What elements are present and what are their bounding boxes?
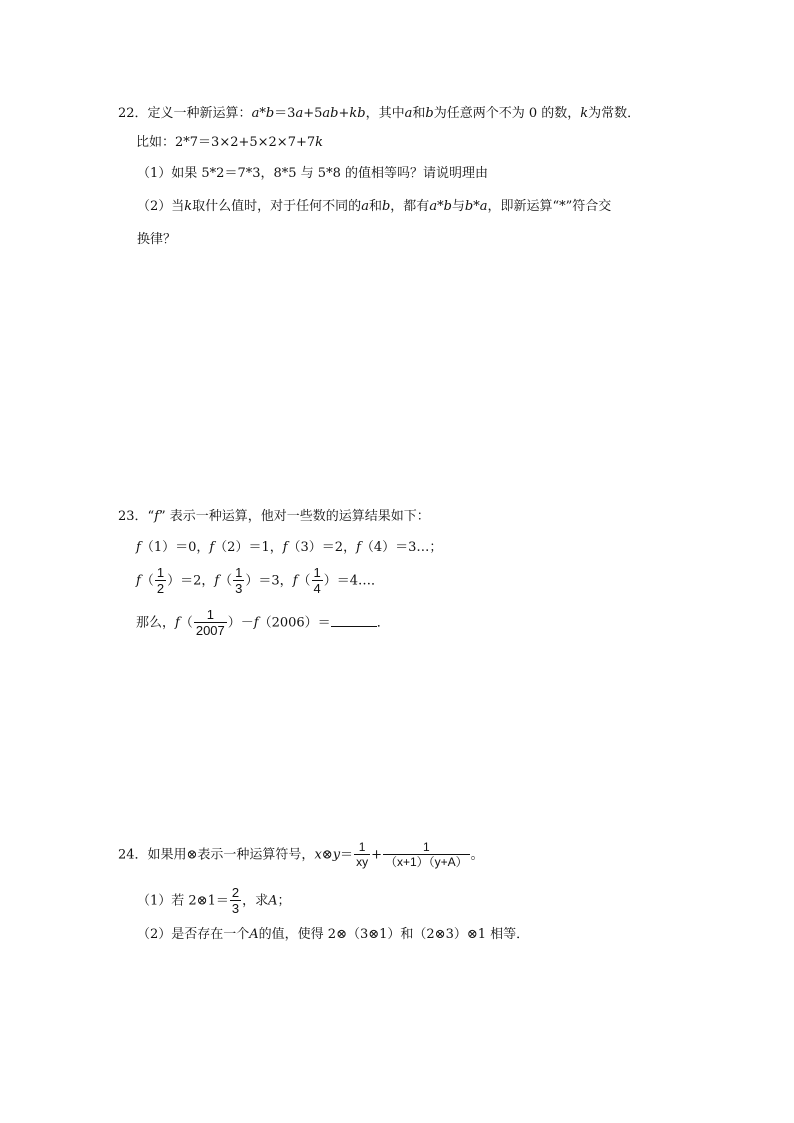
- q24-line-1: 24．如果用⊗表示一种运算符号，x⊗y＝ $\frac{1}{xy}$ + $\frac{1}{(x+1)(y+A)}$ 。: [118, 840, 484, 869]
- q22-part-1: （1）如果 5*2＝7*3，8*5 与 5*8 的值相等吗？请说明理由: [137, 166, 488, 181]
- fraction-1-x1-yA: $\frac{1}{(x+1)(y+A)}$: [384, 840, 468, 869]
- q23-line-1: 23．“f” 表示一种运算，他对一些数的运算结果如下：: [118, 509, 430, 524]
- q23-line-3: f（ $\frac{1}{2}$ ）＝2，f（ $\frac{1}{3}$ ）＝3，f（ $\frac{1}{4}$ ）＝4…．: [136, 565, 385, 596]
- q24-part-1: （1）若 2⊗1＝ $\frac{2}{3}$ ，求A；: [137, 885, 291, 916]
- q23-line-4: 那么，f（ $\frac{1}{2007}$ ）－f（2006）＝ ．: [136, 607, 390, 638]
- fraction-2-3: $\frac{2}{3}$: [231, 885, 240, 916]
- fraction-1-xy: $\frac{1}{xy}$: [356, 840, 369, 869]
- q22-part-2-cont: 换律？: [137, 232, 177, 247]
- fraction-1-2007: $\frac{1}{2007}$: [195, 607, 225, 638]
- fraction-1-4: $\frac{1}{4}$: [313, 565, 321, 596]
- q24-part-2: （2）是否存在一个A的值，使得 2⊗（3⊗1）和（2⊗3）⊗1 相等．: [137, 927, 530, 942]
- answer-blank: [331, 614, 377, 627]
- q22-line-2: 比如：2*7＝3×2+5×2×7+7k: [136, 135, 324, 150]
- q22-part-2: （2）当k取什么值时，对于任何不同的a和b，都有a*b与b*a，即新运算“*”符合交: [137, 199, 612, 214]
- q23-line-2: f（1）＝0，f（2）＝1，f（3）＝2，f（4）＝3…；: [136, 540, 443, 555]
- fraction-1-2: $\frac{1}{2}$: [156, 565, 165, 596]
- q22-line-1: 22．定义一种新运算：a*b＝3a+5ab+kb，其中a和b为任意两个不为 0 的数，k为常数．: [118, 106, 641, 121]
- fraction-1-3: $\frac{1}{3}$: [235, 565, 243, 596]
